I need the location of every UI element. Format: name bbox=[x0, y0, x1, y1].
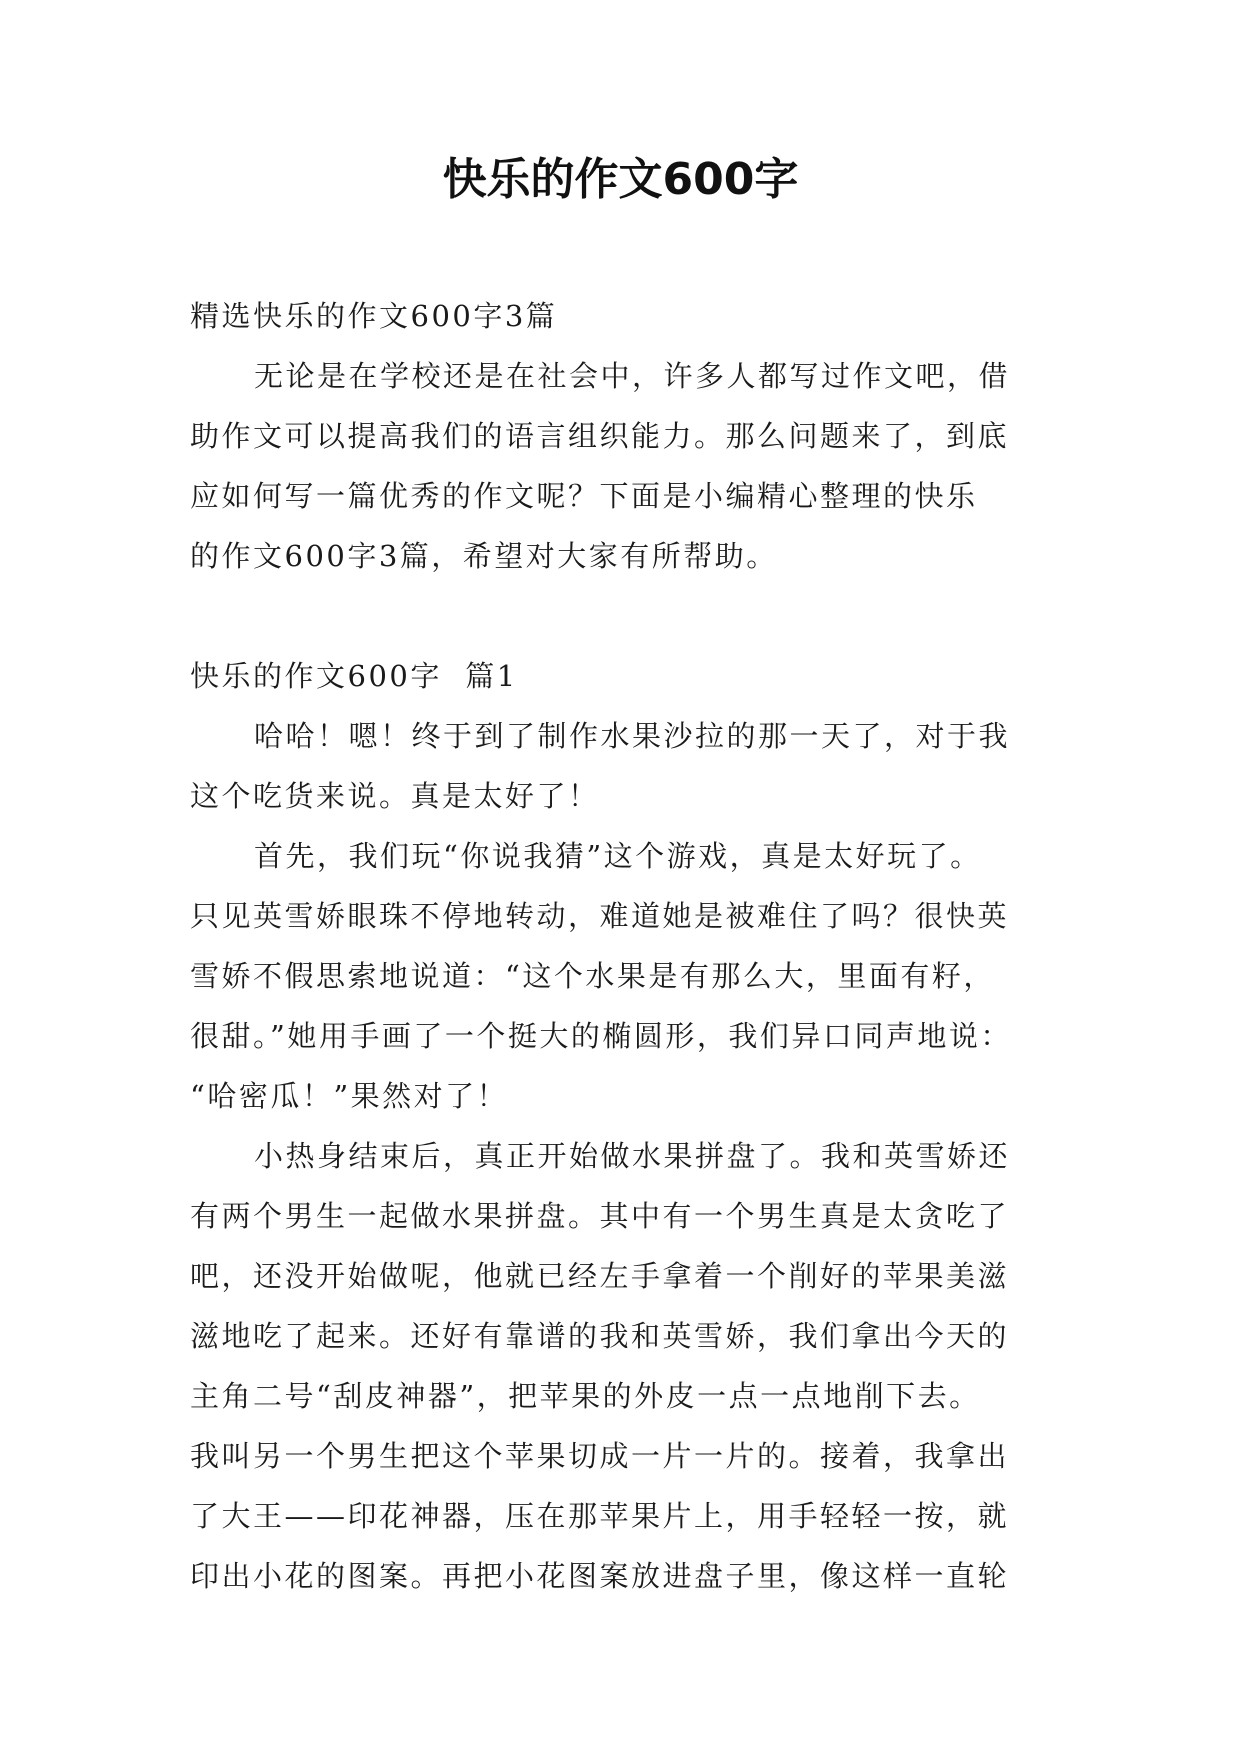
paragraph-1 bbox=[190, 706, 1050, 826]
paragraph-line: 这个吃货来说。真是太好了！ bbox=[190, 779, 600, 813]
paragraph-line: 了大王——印花神器，压在那苹果片上，用手轻轻一按，就 bbox=[190, 1499, 1010, 1533]
paragraph-3 bbox=[190, 1126, 1050, 1606]
paragraph-line: “哈密瓜！”果然对了！ bbox=[190, 1079, 509, 1113]
paragraph-line: 哈哈！嗯！终于到了制作水果沙拉的那一天了，对于我 bbox=[254, 719, 1011, 753]
paragraph-line: 小热身结束后，真正开始做水果拼盘了。我和英雪娇还 bbox=[254, 1139, 1011, 1173]
paragraph-line: 主角二号“刮皮神器”，把苹果的外皮一点一点地削下去。 bbox=[190, 1379, 981, 1413]
intro-line: 助作文可以提高我们的语言组织能力。那么问题来了，到底 bbox=[190, 419, 1010, 453]
paragraph-line: 吧，还没开始做呢，他就已经左手拿着一个削好的苹果美滋 bbox=[190, 1259, 1010, 1293]
paragraph-2 bbox=[190, 826, 1050, 1126]
intro-line: 的作文600字3篇，希望对大家有所帮助。 bbox=[190, 539, 778, 573]
paragraph-line: 首先，我们玩“你说我猜”这个游戏，真是太好玩了。 bbox=[254, 839, 982, 873]
paragraph-line: 滋地吃了起来。还好有靠谱的我和英雪娇，我们拿出今天的 bbox=[190, 1319, 1010, 1353]
intro-heading: 精选快乐的作文600字3篇 bbox=[190, 299, 558, 333]
document-title: 快乐的作文600字 bbox=[442, 154, 799, 205]
intro-line: 应如何写一篇优秀的作文呢？下面是小编精心整理的快乐 bbox=[190, 479, 978, 513]
paragraph-line: 只见英雪娇眼珠不停地转动，难道她是被难住了吗？很快英 bbox=[190, 899, 1010, 933]
intro-paragraph bbox=[190, 346, 1050, 586]
paragraph-line: 印出小花的图案。再把小花图案放进盘子里，像这样一直轮 bbox=[190, 1559, 1010, 1593]
paragraph-line: 我叫另一个男生把这个苹果切成一片一片的。接着，我拿出 bbox=[190, 1439, 1010, 1473]
document-body bbox=[190, 286, 1050, 1606]
intro-line: 无论是在学校还是在社会中，许多人都写过作文吧，借 bbox=[254, 359, 1011, 393]
paragraph-line: 有两个男生一起做水果拼盘。其中有一个男生真是太贪吃了 bbox=[190, 1199, 1010, 1233]
section-heading: 快乐的作文600字 篇1 bbox=[190, 659, 518, 693]
paragraph-line: 很甜。”她用手画了一个挺大的椭圆形，我们异口同声地说： bbox=[190, 1019, 1012, 1053]
spacer bbox=[190, 586, 1050, 646]
paragraph-line: 雪娇不假思索地说道：“这个水果是有那么大，里面有籽， bbox=[190, 959, 995, 993]
